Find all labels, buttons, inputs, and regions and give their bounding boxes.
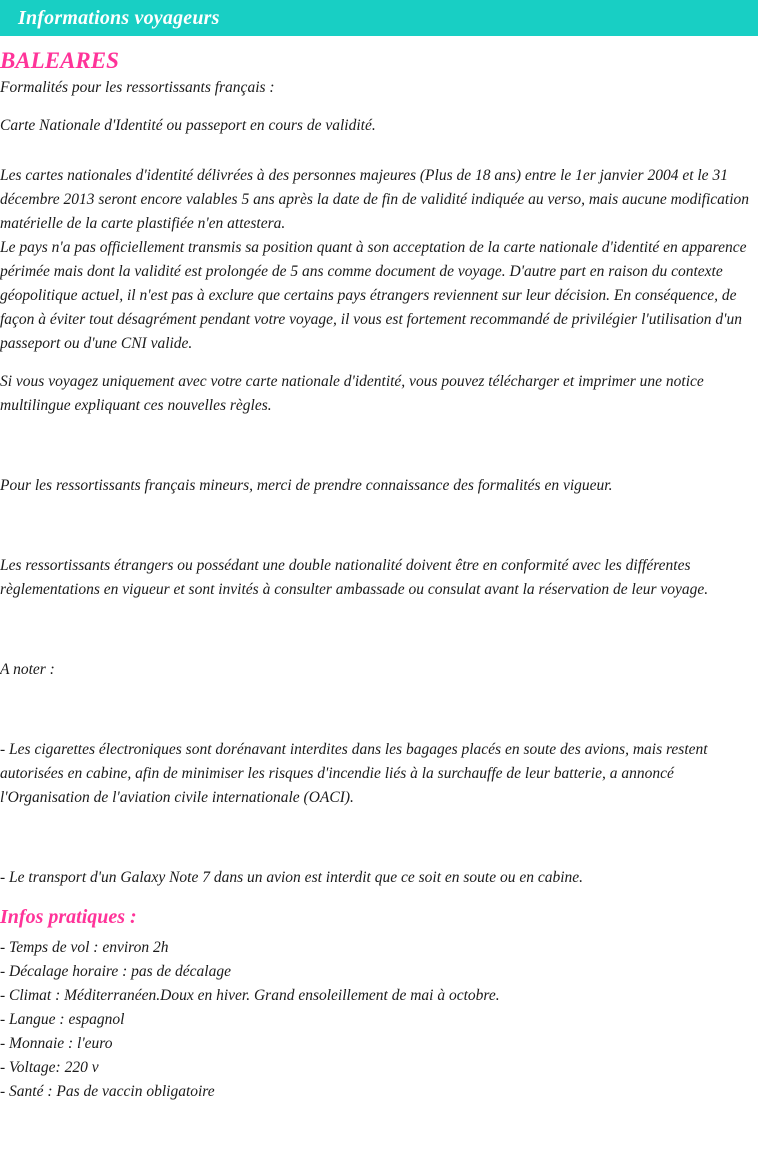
paragraph-galaxy-note: - Le transport d'un Galaxy Note 7 dans un avion est interdit que ce soit en soute ou en cabine. [0,869,584,886]
infos-pratiques-title: Infos pratiques : [0,906,137,928]
document-content [0,46,758,1124]
paragraph-note-label: A noter : [0,661,55,678]
spacer [0,138,758,164]
list-item: - Climat : Méditerranéen.Doux en hiver. Grand ensoleillement de mai à octobre. [0,987,500,1004]
spacer [0,682,758,738]
spacer [0,100,758,114]
paragraph-foreign-nationals: Les ressortissants étrangers ou possédant une double nationalité doivent être en conformité avec les différentes règlementations en vigueur et sont invités à consulter ambassade ou consulat avant la réservation de leur voyage. [0,557,709,598]
list-item: - Santé : Pas de vaccin obligatoire [0,1083,215,1100]
paragraph-country-position: Le pays n'a pas officiellement transmis sa position quant à son acceptation de la carte nationale d'identité en apparence périmée mais dont la validité est prolongée de 5 ans comme document de voyage. D'autre part en raison du contexte géopolitique actuel, il n'est pas à exclure que certains pays étrangers reviennent sur leur décision. En conséquence, de façon à éviter tout désagrément pendant votre voyage, il vous est fortement recommandé de privilégier l'utilisation d'un passeport ou d'une CNI valide. [0,239,747,352]
paragraph-multilingual-notice: Si vous voyagez uniquement avec votre carte nationale d'identité, vous pouvez télécharger et imprimer une notice multilingue expliquant ces nouvelles règles. [0,373,704,414]
paragraph-formalities-intro: Formalités pour les ressortissants français : [0,79,275,96]
spacer [0,602,758,658]
list-item: - Décalage horaire : pas de décalage [0,963,231,980]
spacer [0,356,758,370]
spacer [0,418,758,474]
spacer [0,810,758,866]
infos-pratiques-list [0,936,758,1104]
destination-title: BALEARES [0,48,119,73]
paragraph-id-document: Carte Nationale d'Identité ou passeport en cours de validité. [0,117,376,134]
list-item: - Temps de vol : environ 2h [0,939,169,956]
list-item: - Monnaie : l'euro [0,1035,113,1052]
paragraph-cni-validity: Les cartes nationales d'identité délivrées à des personnes majeures (Plus de 18 ans) entre le 1er janvier 2004 et le 31 décembre 2013 seront encore valables 5 ans après la date de fin de validité indiquée au verso, mais aucune modification matérielle de la carte plastifiée n'en attestera. [0,167,750,232]
list-item: - Langue : espagnol [0,1011,125,1028]
spacer [0,498,758,554]
page-title: Informations voyageurs [18,6,220,29]
paragraph-ecigarettes: - Les cigarettes électroniques sont dorénavant interdites dans les bagages placés en soute des avions, mais restent autorisées en cabine, afin de minimiser les risques d'incendie liés à la surchauffe de leur batterie, a annoncé l'Organisation de l'aviation civile internationale (OACI). [0,741,708,806]
paragraph-minors: Pour les ressortissants français mineurs, merci de prendre connaissance des formalités en vigueur. [0,477,613,494]
header-bar [0,0,758,36]
list-item: - Voltage: 220 v [0,1059,99,1076]
